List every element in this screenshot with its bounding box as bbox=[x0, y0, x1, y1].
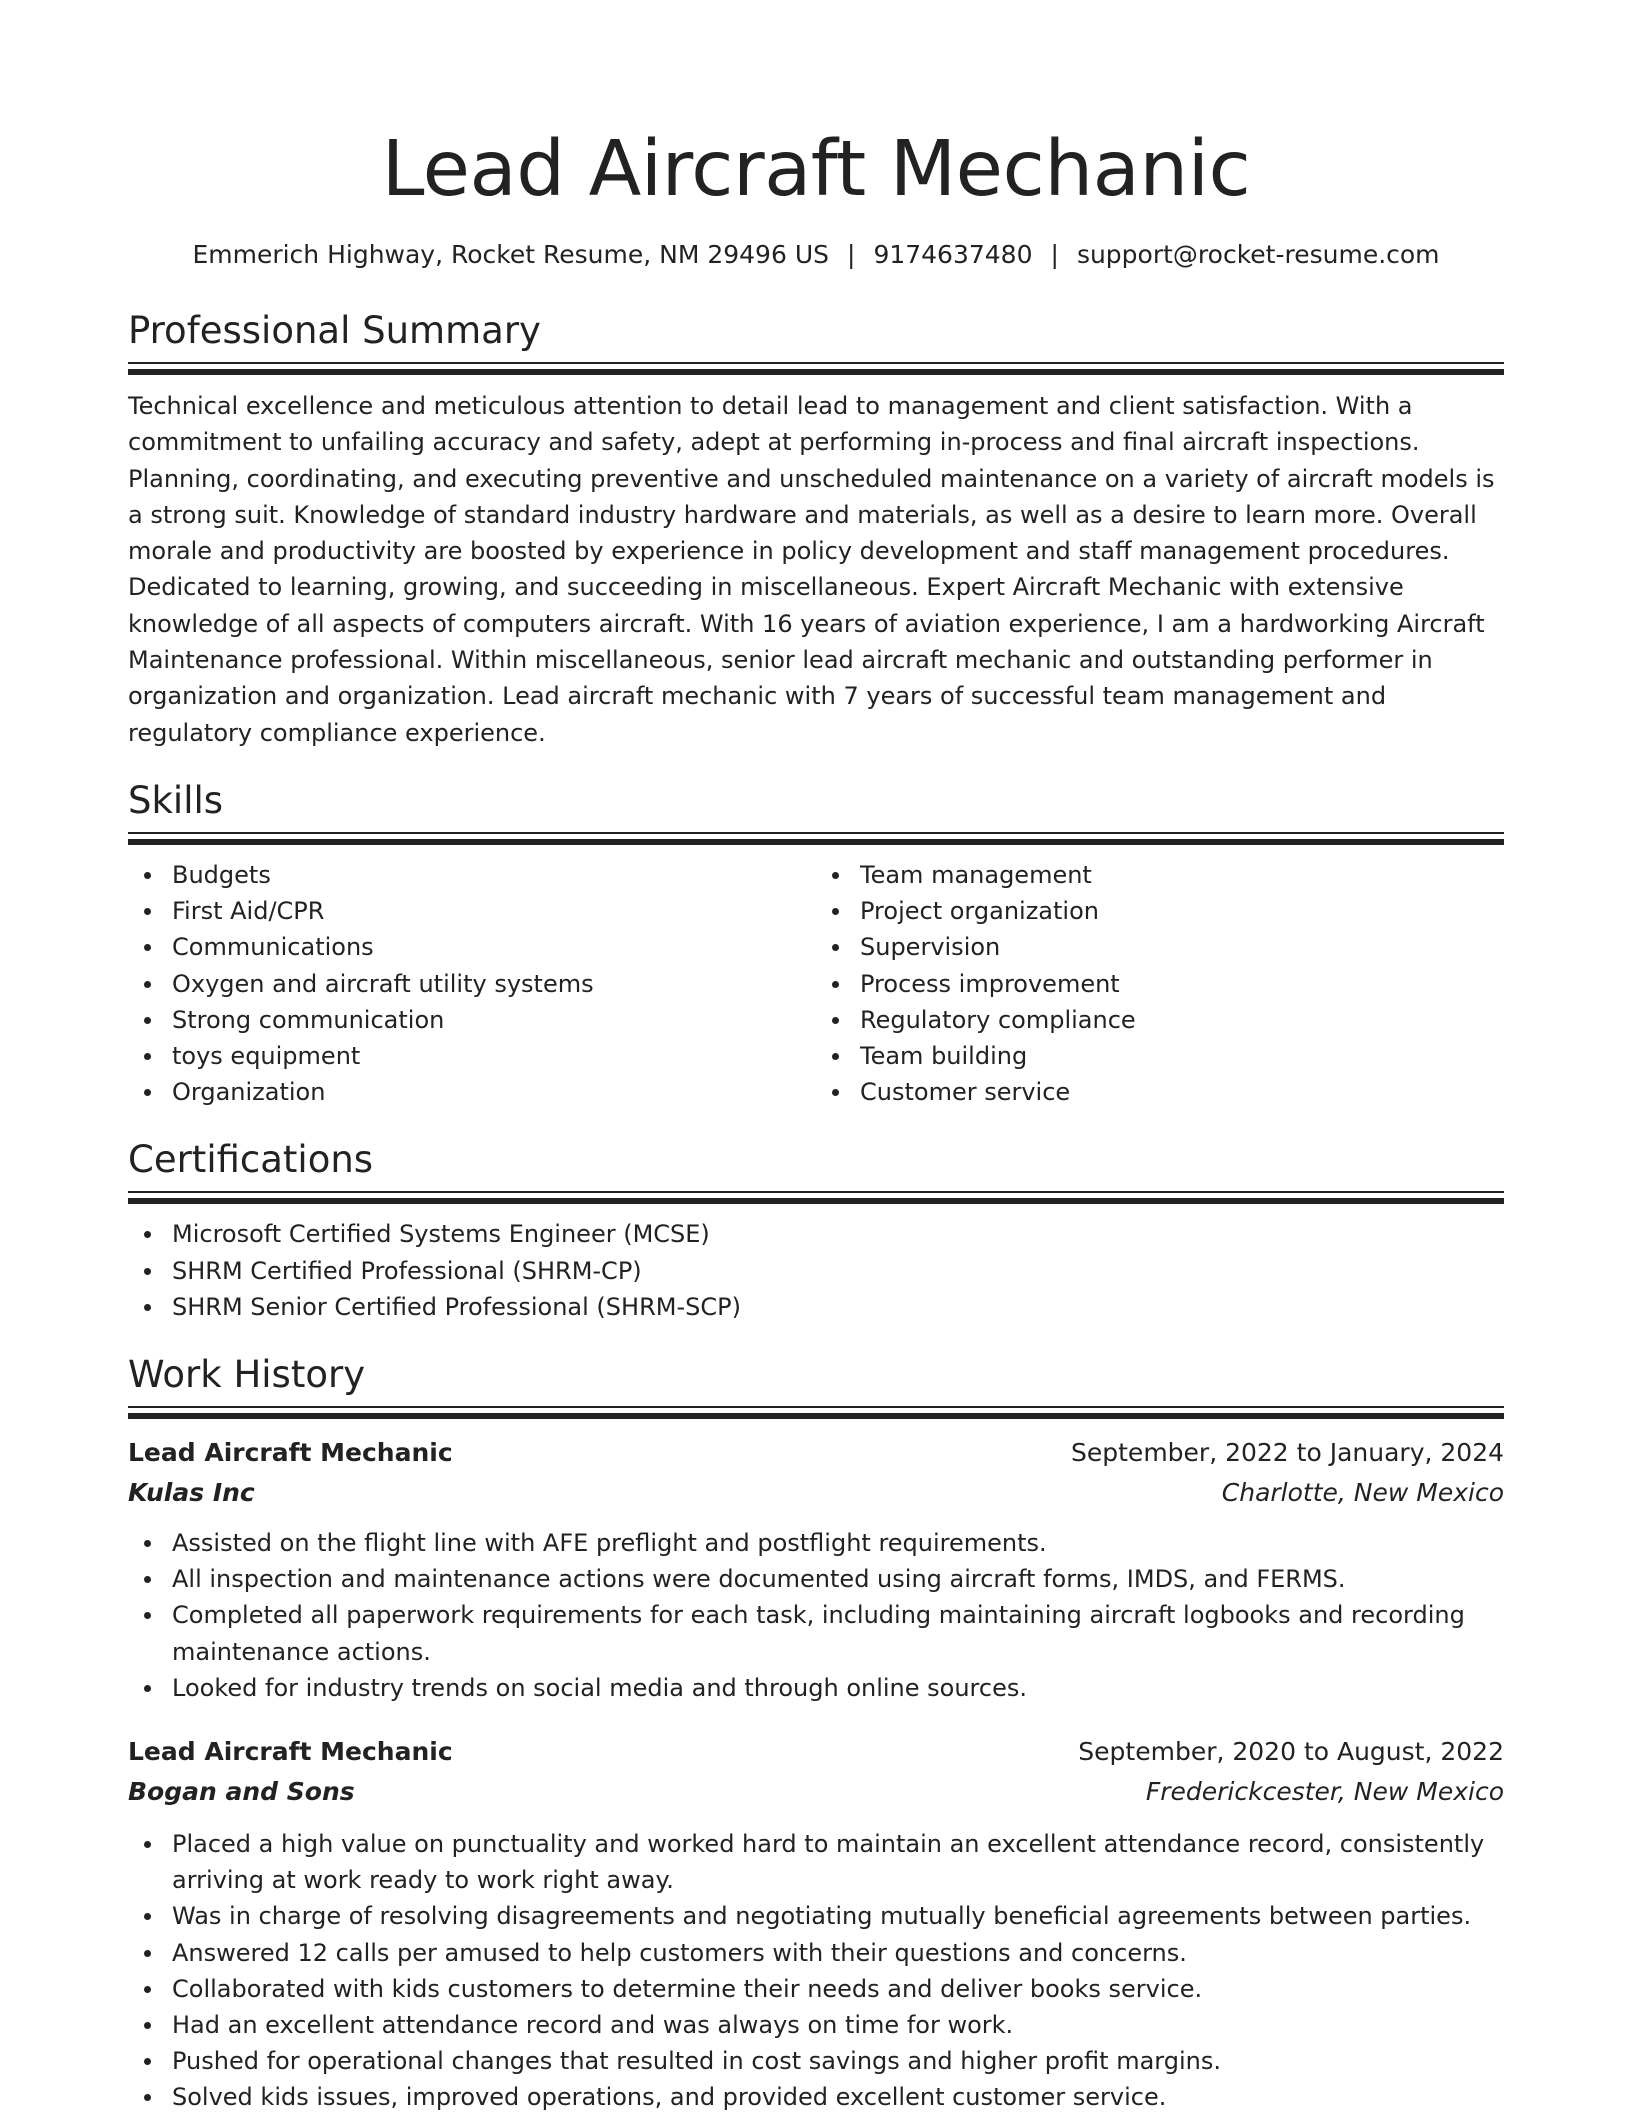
skills-column-right bbox=[816, 857, 1504, 1110]
summary-text: Technical excellence and meticulous attention to detail lead to management and client satisfaction. With a commitment to unfailing accuracy and safety, adept at performing in-process and final aircraft inspections. Planning, coordinating, and executing preventive and unscheduled maintenance on a variety of aircraft models is a strong suit. Knowledge of standard industry hardware and materials, as well as a desire to learn more. Overall morale and productivity are boosted by experience in policy development and staff management procedures. Dedicated to learning, growing, and succeeding in miscellaneous. Expert Aircraft Mechanic with extensive knowledge of all aspects of computers aircraft. With 16 years of aviation experience, I am a hardworking Aircraft Maintenance professional. Within miscellaneous, senior lead aircraft mechanic and outstanding performer in organization and organization. Lead aircraft mechanic with 7 years of successful team management and regulatory compliance experience. bbox=[128, 392, 1495, 747]
certification-item: SHRM Certified Professional (SHRM-CP) bbox=[128, 1253, 1504, 1289]
skills-section bbox=[128, 776, 1504, 1110]
skill-item: Communications bbox=[128, 929, 816, 965]
section-heading-work-history: Work History bbox=[128, 1353, 366, 1396]
job-dates: September, 2022 to January, 2024 bbox=[1071, 1438, 1504, 1467]
skill-item: toys equipment bbox=[128, 1038, 816, 1074]
section-heading-summary: Professional Summary bbox=[128, 309, 541, 352]
skill-item: Oxygen and aircraft utility systems bbox=[128, 966, 816, 1002]
skills-list-right bbox=[816, 857, 1504, 1110]
contact-phone: 9174637480 bbox=[873, 240, 1033, 269]
job-bullet: All inspection and maintenance actions were documented using aircraft forms, IMDS, and FERMS. bbox=[128, 1561, 1504, 1597]
job-title: Lead Aircraft Mechanic bbox=[128, 1737, 453, 1767]
section-rule bbox=[128, 1198, 1504, 1204]
contact-address: Emmerich Highway, Rocket Resume, NM 29496 US bbox=[192, 240, 829, 269]
section-rule bbox=[128, 832, 1504, 834]
job-bullet: Answered 12 calls per amused to help customers with their questions and concerns. bbox=[128, 1935, 1504, 1971]
section-rule bbox=[128, 362, 1504, 364]
section-heading-certifications: Certifications bbox=[128, 1138, 374, 1182]
job-entry bbox=[128, 1433, 1504, 1706]
contact-email: support@rocket-resume.com bbox=[1076, 240, 1440, 269]
skill-item: Budgets bbox=[128, 857, 816, 893]
skills-column-left bbox=[128, 857, 816, 1110]
certifications-list bbox=[128, 1216, 1504, 1325]
section-rule bbox=[128, 1413, 1504, 1419]
job-location: Frederickcester, New Mexico bbox=[1145, 1777, 1504, 1807]
skills-list-left bbox=[128, 857, 816, 1110]
job-bullet: Solved kids issues, improved operations, and provided excellent customer service. bbox=[128, 2079, 1504, 2115]
skill-item: Project organization bbox=[816, 893, 1504, 929]
skills-grid bbox=[128, 857, 1504, 1110]
job-entry bbox=[128, 1732, 1504, 2116]
section-rule bbox=[128, 839, 1504, 845]
summary-section bbox=[128, 306, 1504, 751]
job-bullet: Placed a high value on punctuality and worked hard to maintain an excellent attendance record, consistently arriving at work ready to work right away. bbox=[128, 1826, 1504, 1898]
skill-item: Team management bbox=[816, 857, 1504, 893]
skill-item: Process improvement bbox=[816, 966, 1504, 1002]
certifications-section bbox=[128, 1135, 1504, 1325]
job-header bbox=[128, 1433, 1504, 1473]
resume-title: Lead Aircraft Mechanic bbox=[381, 125, 1251, 214]
job-bullet: Looked for industry trends on social media and through online sources. bbox=[128, 1670, 1504, 1706]
contact-separator: | bbox=[1050, 240, 1059, 269]
skill-item: Customer service bbox=[816, 1074, 1504, 1110]
section-rule bbox=[128, 1191, 1504, 1193]
contact-separator: | bbox=[847, 240, 856, 269]
job-bullet: Collaborated with kids customers to determine their needs and deliver books service. bbox=[128, 1971, 1504, 2007]
section-rule bbox=[128, 1406, 1504, 1408]
job-bullet: Had an excellent attendance record and was always on time for work. bbox=[128, 2007, 1504, 2043]
job-header bbox=[128, 1732, 1504, 1772]
skill-item: Supervision bbox=[816, 929, 1504, 965]
skill-item: Organization bbox=[128, 1074, 816, 1110]
skill-item: Team building bbox=[816, 1038, 1504, 1074]
skill-item: First Aid/CPR bbox=[128, 893, 816, 929]
job-bullets bbox=[128, 1525, 1504, 1706]
job-bullet: Completed all paperwork requirements for each task, including maintaining aircraft logbooks and recording maintenance actions. bbox=[128, 1597, 1504, 1669]
job-bullets bbox=[128, 1826, 1504, 2116]
certification-item: SHRM Senior Certified Professional (SHRM-SCP) bbox=[128, 1289, 1504, 1325]
job-location: Charlotte, New Mexico bbox=[1221, 1478, 1504, 1507]
skill-item: Regulatory compliance bbox=[816, 1002, 1504, 1038]
job-company: Bogan and Sons bbox=[128, 1777, 355, 1807]
section-rule bbox=[128, 369, 1504, 375]
job-title: Lead Aircraft Mechanic bbox=[128, 1438, 453, 1467]
job-subheader bbox=[128, 1473, 1504, 1513]
certification-item: Microsoft Certified Systems Engineer (MCSE) bbox=[128, 1216, 1504, 1252]
job-bullet: Was in charge of resolving disagreements and negotiating mutually beneficial agreements between parties. bbox=[128, 1898, 1504, 1934]
job-company: Kulas Inc bbox=[128, 1478, 255, 1507]
section-heading-skills: Skills bbox=[128, 778, 224, 822]
job-subheader bbox=[128, 1772, 1504, 1812]
job-bullet: Pushed for operational changes that resulted in cost savings and higher profit margins. bbox=[128, 2043, 1504, 2079]
skill-item: Strong communication bbox=[128, 1002, 816, 1038]
job-bullet: Assisted on the flight line with AFE preflight and postflight requirements. bbox=[128, 1525, 1504, 1561]
contact-line bbox=[128, 238, 1504, 272]
job-dates: September, 2020 to August, 2022 bbox=[1078, 1737, 1504, 1767]
work-history-section bbox=[128, 1350, 1504, 2116]
